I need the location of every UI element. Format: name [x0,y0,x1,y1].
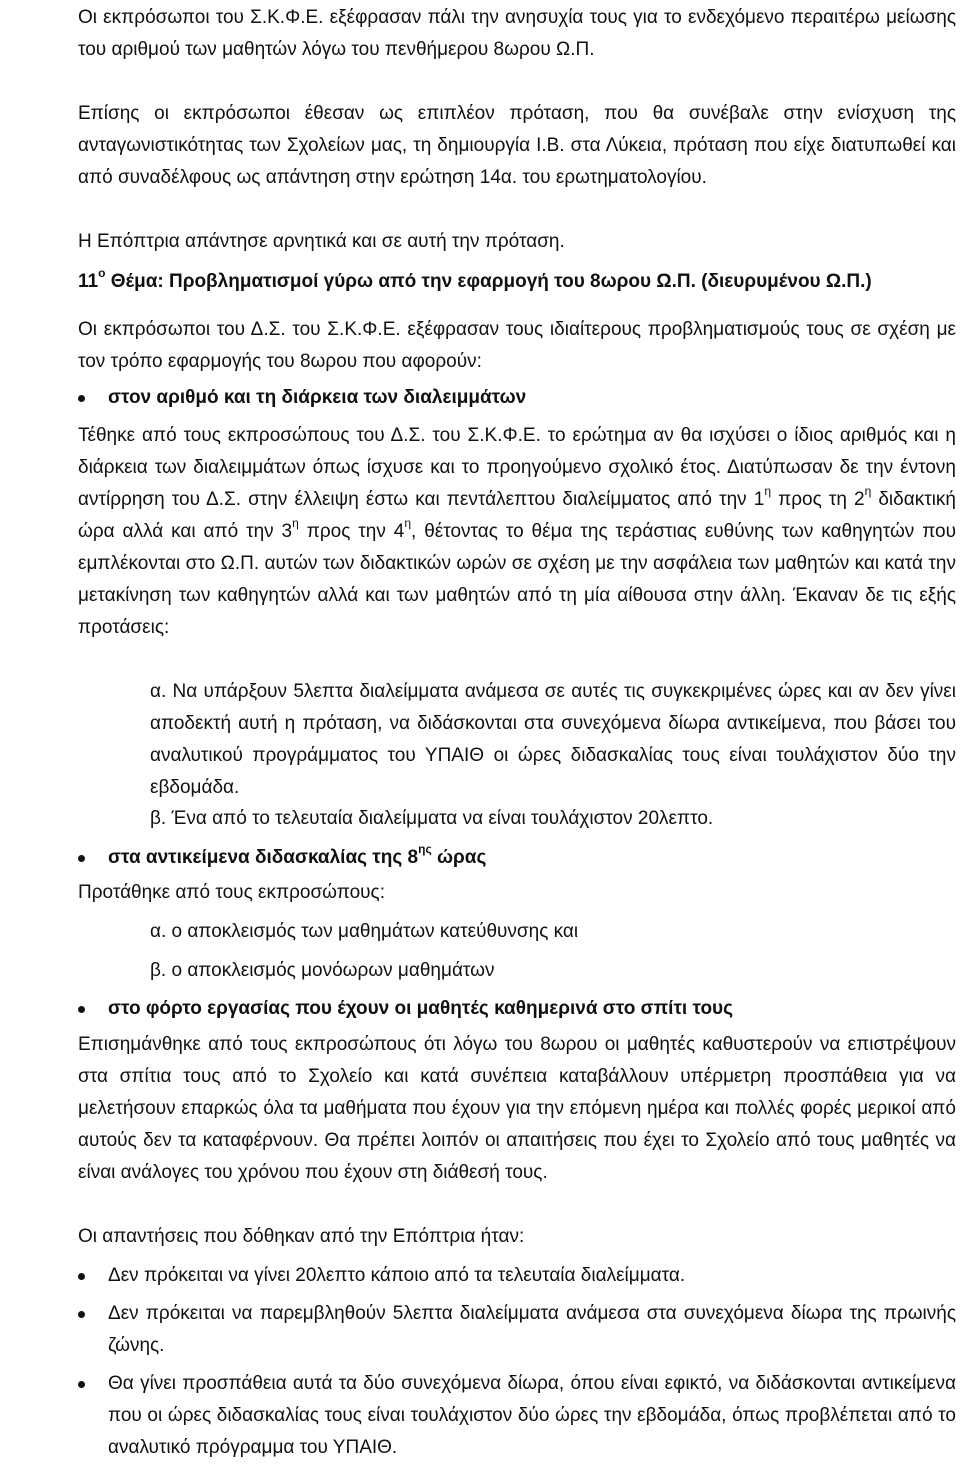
bullet-dot-icon [78,855,85,862]
subjects-proposal-b: β. ο αποκλεισμός μονόωρων μαθημάτων [150,960,495,981]
paragraph-subjects-intro: Προτάθηκε από τους εκπροσώπους: [78,882,385,903]
bullet-dot-icon [78,1273,85,1280]
paragraph-concerns-intro: Οι εκπρόσωποι του Δ.Σ. του Σ.Κ.Φ.Ε. εξέφρασαν τους ιδιαίτερους προβληματισμούς τους σε σχέση με τον τρόπο εφαρμογής του 8ωρου που αφορούν: [78,319,956,372]
paragraph-breaks-detail: Τέθηκε από τους εκπροσώπους του Δ.Σ. του Σ.Κ.Φ.Ε. το ερώτημα αν θα ισχύσει ο ίδιος αριθμός και η διάρκεια των διαλειμμάτων όπως ίσχυσε και το προηγούμενο σχολικό έτος. Διατύπωσαν δε την έντονη αντίρρηση του Δ.Σ. στην έλλειψη έστω και πεντάλεπτου διαλείμματος από την $1^\eta$ προς τη $2^\eta$ διδακτική ώρα αλλά και από την $3^\eta$ προς την $4^\eta$, θέτοντας το θέμα της τεράστιας ευθύνης των καθηγητών που εμπλέκονται στο Ω.Π. αυτών των διδακτικών ωρών σε σχέση με την ασφάλεια των μαθητών και κατά την μετακίνηση των καθηγητών αλλά και των μαθητών από τη μία αίθουσα στην άλλη. Έκαναν δε τις εξής προτάσεις: [78,425,956,638]
subjects-proposal-a: α. ο αποκλεισμός των μαθημάτων κατεύθυνσης και [150,921,579,942]
paragraph-workload-detail: Επισημάνθηκε από τους εκπροσώπους ότι λόγω του 8ωρου οι μαθητές καθυστερούν να επιστρέψουν στα σπίτια τους από το Σχολείο και κατά συνέπεια καταβάλλουν υπέρμετρη προσπάθεια για να μελετήσουν επαρκώς όλα τα μαθήματα που έχουν για την επόμενη ημέρα και πολλές φορές μερικοί από αυτούς δεν τα καταφέρνουν. Θα πρέπει λοιπόν οι απαιτήσεις που έχει το Σχολείο από τους μαθητές να είναι ανάλογες του χρόνου που έχουν στη διάθεσή τους. [78,1034,956,1183]
paragraph-answers-intro: Οι απαντήσεις που δόθηκαν από την Επόπτρια ήταν: [78,1226,525,1247]
paragraph-ib-proposal: Επίσης οι εκπρόσωποι έθεσαν ως επιπλέον πρόταση, που θα συνέβαλε στην ενίσχυση της ανταγωνιστικότητας των Σχολείων μας, τη δημιουργία Ι.Β. στα Λύκεια, πρόταση που είχε διατυπωθεί και από συναδέλφους ως απάντηση στην ερώτηση 14α. του ερωτηματολογίου. [78,103,956,188]
bullet-dot-icon [78,1006,85,1013]
paragraph-concern: Οι εκπρόσωποι του Σ.Κ.Φ.Ε. εξέφρασαν πάλι την ανησυχία τους για το ενδεχόμενο περαιτέρω μείωσης του αριθμού των μαθητών λόγω του πενθήμερου 8ωρου Ω.Π. [78,7,956,60]
paragraph-inspector-reply: Η Επόπτρια απάντησε αρνητικά και σε αυτή την πρόταση. [78,231,565,252]
bullet-dot-icon [78,1381,85,1388]
section-heading: $11^o$ Θέμα: Προβληματισμοί γύρω από την εφαρμογή του 8ωρου Ω.Π. (διευρυμένου Ω.Π.) [78,266,872,292]
bullet-dot-icon [78,395,85,402]
bullet-dot-icon [78,1311,85,1318]
document-page: Οι εκπρόσωποι του Σ.Κ.Φ.Ε. εξέφρασαν πάλι την ανησυχία τους για το ενδεχόμενο περαιτέρω μείωσης του αριθμού των μαθητών λόγω του πενθήμερου 8ωρου Ω.Π. Επίσης οι εκπρόσωποι έθεσαν ως επιπλέον πρόταση, που θα συνέβαλε στην ενίσχυση της ανταγωνιστικότητας των Σχολείων μας, τη δημιουργία Ι.Β. στα Λύκεια, πρόταση που είχε διατυπωθεί και από συναδέλφους ως απάντηση στην ερώτηση 14α. του ερωτηματολογίου. Η Επόπτρια απάντησε αρνητικά και σε αυτή την πρόταση. $11^o$ Θέμα: Προβληματισμοί γύρω από την εφαρμογή του 8ωρου Ω.Π. (διευρυμένου Ω.Π.) Οι εκπρόσωποι του Δ.Σ. του Σ.Κ.Φ.Ε. εξέφρασαν τους ιδιαίτερους προβληματισμούς τους σε σχέση με τον τρόπο εφαρμογής του 8ωρου που αφορούν: στον αριθμό και τη διάρκεια των διαλειμμάτων Τέθηκε από τους εκπροσώπους του Δ.Σ. του Σ.Κ.Φ.Ε. το ερώτημα αν θα ισχύσει ο ίδιος αριθμός και η διάρκεια των διαλειμμάτων όπως ίσχυσε και το προηγούμενο σχολικό έτος. Διατύπωσαν δε την έντονη αντίρρηση του Δ.Σ. στην έλλειψη έστω και πεντάλεπτου διαλείμματος από την $1^\eta$ προς τη $2^\eta$ διδακτική ώρα αλλά και από την $3^\eta$ προς την $4^\eta$, θέτοντας το θέμα της τεράστιας ευθύνης των καθηγητών που εμπλέκονται στο Ω.Π. αυτών των διδακτικών ωρών σε σχέση με την ασφάλεια των μαθητών και κατά την μετακίνηση των καθηγητών αλλά και των μαθητών από τη μία αίθουσα στην άλλη. Έκαναν δε τις εξής προτάσεις: α. Να υπάρξουν 5λεπτα διαλείμματα ανάμεσα σε αυτές τις συγκεκριμένες ώρες και αν δεν γίνει αποδεκτή αυτή η πρόταση, να διδάσκονται στα συνεχόμενα δίωρα αντικείμενα, που βάσει του αναλυτικού προγράμματος του ΥΠΑΙΘ οι ώρες διδασκαλίας τους είναι τουλάχιστον δύο την εβδομάδα. β. Ένα από το τελευταία διαλείμματα να είναι τουλάχιστον 20λεπτο. στα αντικείμενα διδασκαλίας της $8^{\eta\varsigma}$ ώρας Προτάθηκε από τους εκπροσώπους: α. ο αποκλεισμός των μαθημάτων κατεύθυνσης και β. ο αποκλεισμός μονόωρων μαθημάτων στο φόρτο εργασίας που έχουν οι μαθητές καθημερινά στο σπίτι τους Επισημάνθηκε από τους εκπροσώπους ότι λόγω του 8ωρου οι μαθητές καθυστερούν να επιστρέψουν στα σπίτια τους από το Σχολείο και κατά συνέπεια καταβάλλουν υπέρμετρη προσπάθεια για να μελετήσουν επαρκώς όλα τα μαθήματα που έχουν για την επόμενη ημέρα και πολλές φορές μερικοί από αυτούς δεν τα καταφέρνουν. Θα πρέπει λοιπόν οι απαιτήσεις που έχει το Σχολείο από τους μαθητές να είναι ανάλογες του χρόνου που έχουν στη διάθεσή τους. Οι απαντήσεις που δόθηκαν από την Επόπτρια ήταν: Δεν πρόκειται να γίνει 20λεπτο κάποιο από τα τελευταία διαλείμματα. Δεν πρόκειται να παρεμβληθούν 5λεπτα διαλείμματα ανάμεσα στα συνεχόμενα δίωρα της πρωινής ζώνης. Θα γίνει προσπάθεια αυτά τα δύο συνεχόμενα δίωρα, όπου είναι εφικτό, να διδάσκονται αντικείμενα που οι ώρες διδασκαλίας τους είναι τουλάχιστον δύο ώρες την εβδομάδα, όπως προβλέπεται από το αναλυτικό πρόγραμμα του ΥΠΑΙΘ. [0,0,960,1458]
proposal-b: β. Ένα από το τελευταία διαλείμματα να είναι τουλάχιστον 20λεπτο. [150,808,714,829]
proposal-a: α. Να υπάρξουν 5λεπτα διαλείμματα ανάμεσα σε αυτές τις συγκεκριμένες ώρες και αν δεν γίνει αποδεκτή αυτή η πρόταση, να διδάσκονται στα συνεχόμενα δίωρα αντικείμενα, που βάσει του αναλυτικού προγράμματος του ΥΠΑΙΘ οι ώρες διδασκαλίας τους είναι τουλάχιστον δύο την εβδομάδα. [150,681,956,798]
